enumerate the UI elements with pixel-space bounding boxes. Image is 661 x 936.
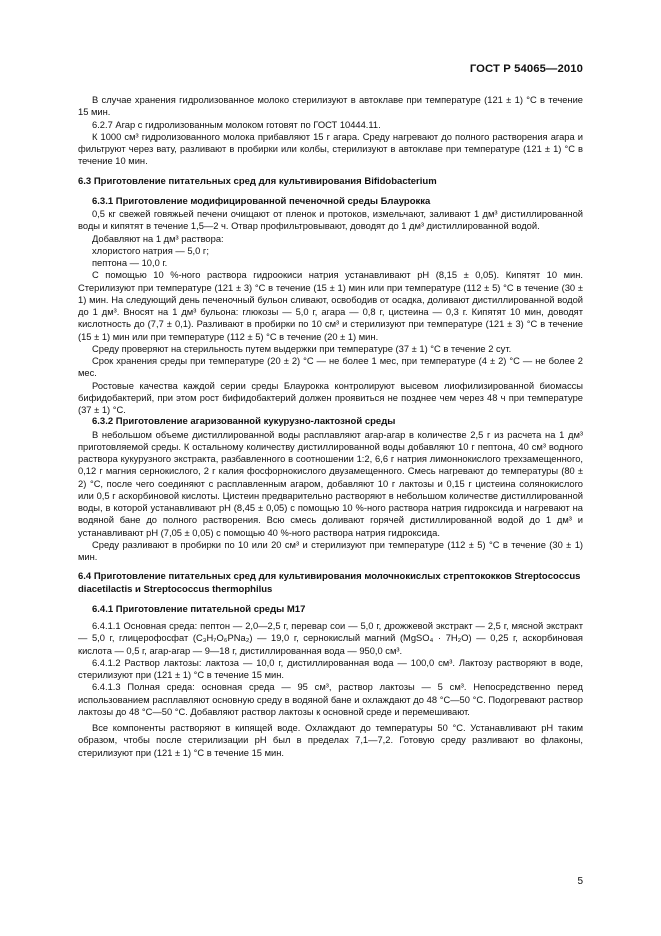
subsection-heading-6-4-1: 6.4.1 Приготовление питательной среды M17 xyxy=(92,603,306,615)
paragraph: Добавляют на 1 дм³ раствора: xyxy=(92,233,224,244)
paragraph: 0,5 кг свежей говяжьей печени очищают от пленок и протоков, измельчают, заливают 1 дм³ дистиллированной воды и кипятят в течение 1,5—2 ч. Отвар профильтровывают, доводят до 1 дм³ дистиллированной водой. xyxy=(78,209,583,232)
subsection-heading-6-3-1: 6.3.1 Приготовление модифицированной печеночной среды Блаурокка xyxy=(92,195,431,207)
paragraph: Срок хранения среды при температуре (20 ± 2) °С — не более 1 мес, при температуре (4 ± 2) °С — не более 2 мес. xyxy=(78,356,583,379)
paragraph: Ростовые качества каждой серии среды Блаурокка контролируют высевом лиофилизированной биомассы бифидобактерий, при этом рост бифидобактерий должен проявиться не позднее чем через 48 ч при температуре (37 ± 1) °С. xyxy=(78,380,583,415)
list-item: пептона — 10,0 г. xyxy=(92,258,168,268)
paragraph: В случае хранения гидролизованное молоко стерилизуют в автоклаве при температуре (121 ± 1) °С в течение 15 мин. xyxy=(78,95,583,118)
paragraph: Среду разливают в пробирки по 10 или 20 см³ и стерилизуют при температуре (112 ± 5) °С в течение (30 ± 1) мин. xyxy=(78,539,583,562)
paragraph: К 1000 см³ гидролизованного молока прибавляют 15 г агара. Среду нагревают до полного растворения агара и фильтруют через вату, разливают в пробирки или колбы, стерилизуют в автоклаве при температуре (121 ± 1) °С в течение 10 мин. xyxy=(78,131,583,167)
section-heading-6-3: 6.3 Приготовление питательных сред для культивирования Bifidobacterium xyxy=(78,175,437,187)
list-item: хлористого натрия — 5,0 г; xyxy=(92,245,209,256)
clause-6-4-1-1: 6.4.1.1 Основная среда: пептон — 2,0—2,5 г, перевар сои — 5,0 г, дрожжевой экстракт — 2,5 г, мясной экстракт — 5,0 г, глицерофосфат (C₃H₇O₆PNa₂) — 19,0 г, сернокислый магний (MgSO₄ · 7H₂O) — 0,25 г, аскорбиновая кислота — 0,5 г, агар-агар — 9—18 г, дистиллированная вода — 950,0 см³. xyxy=(78,621,583,656)
clause-6-4-1-3: 6.4.1.3 Полная среда: основная среда — 95 см³, раствор лактозы — 5 см³. Непосредственно перед использованием расплавляют основную среду в водяной бане и охлаждают до 48 °С—50 °С. Подогревают раствор лактозы до 48 °С—50 °С. Добавляют раствор лактозы к основной среде и перемешивают. xyxy=(78,682,583,717)
paragraph: Все компоненты растворяют в кипящей воде. Охлаждают до температуры 50 °С. Устанавливают pH таким образом, чтобы после стерилизации pH был в пределах 7,1—7,2. Готовую среду разливают во флаконы, стерилизуют при (121 ± 1) °С в течение 15 мин. xyxy=(78,723,583,758)
subsection-heading-6-3-2: 6.3.2 Приготовление агаризованной кукурузно-лактозной среды xyxy=(92,416,396,428)
clause-6-4-1-2: 6.4.1.2 Раствор лактозы: лактоза — 10,0 г, дистиллированная вода — 100,0 см³. Лактозу растворяют в воде, стерилизуют при (121 ± 1) °С в течение 15 мин. xyxy=(78,657,583,680)
paragraph: С помощью 10 %-ного раствора гидроокиси натрия устанавливают pH (8,15 ± 0,05). Кипятят 10 мин. Стерилизуют при температуре (121 ± 3) °С в течение (15 ± 1) мин или при температуре (112 ± 5) °С в течение (30 ± 1) мин. На следующий день печеночный бульон сливают, освободив от осадка, доливают дистиллированной водой до 1 дм³. Вносят на 1 дм³ бульона: глюкозы — 5,0 г, агара — 0,8 г, цистеина — 0,3 г. Кипятят 10 мин, доводят кислотность до (7,7 ± 0,1). Разливают в пробирки по 10 см³ и стерилизуют при температуре (121 ± 3) °С в течение (15 ± 1) мин или при температуре (112 ± 5) °С в течение (20 ± 1) мин. xyxy=(78,270,583,342)
paragraph: Среду проверяют на стерильность путем выдержки при температуре (37 ± 1) °С в течение 2 сут. xyxy=(92,343,512,354)
paragraph: В небольшом объеме дистиллированной воды расплавляют агар-агар в количестве 2,5 г из расчета на 1 дм³ приготовляемой среды. К остальному количеству дистиллированной воды добавляют 10 г пептона, 40 см³ водного раствора кукурузного экстракта, разбавленного в соотношении 1:2, 6,6 г натрия лимоннокислого трехзамещенного, 0,12 г магния сернокислого, 2 г калия фосфорнокислого двузамещенного. Смесь нагревают до температуры (80 ± 2) °С, после чего соединяют с расплавленным агаром, добавляют 10 г лактозы и 0,15 г цистеина солянокислого или 0,5 г аскорбиновой кислоты. Цистеин предварительно растворяют в небольшом количестве дистиллированной воды, в которой устанавливают pH (8,45 ± 0,05) с помощью 10 %-ного раствора натрия гидроксида и нагревают на водяной бане до полного растворения. Всю смесь доливают горячей дистиллированной водой до 1 дм³ и устанавливают pH (7,05 ± 0,05) с помощью 40 %-ного раствора натрия гидроксида. xyxy=(78,429,583,538)
section-heading-6-4: 6.4 Приготовление питательных сред для культивирования молочнокислых стрептококков Streptococcus diacetilactis и Streptococcus thermophilus xyxy=(78,571,581,595)
document-body xyxy=(78,94,583,759)
page-number: 5 xyxy=(577,876,583,887)
standard-header: ГОСТ Р 54065—2010 xyxy=(469,63,583,75)
clause-6-2-7: 6.2.7 Агар с гидролизованным молоком готовят по ГОСТ 10444.11. xyxy=(92,119,381,130)
